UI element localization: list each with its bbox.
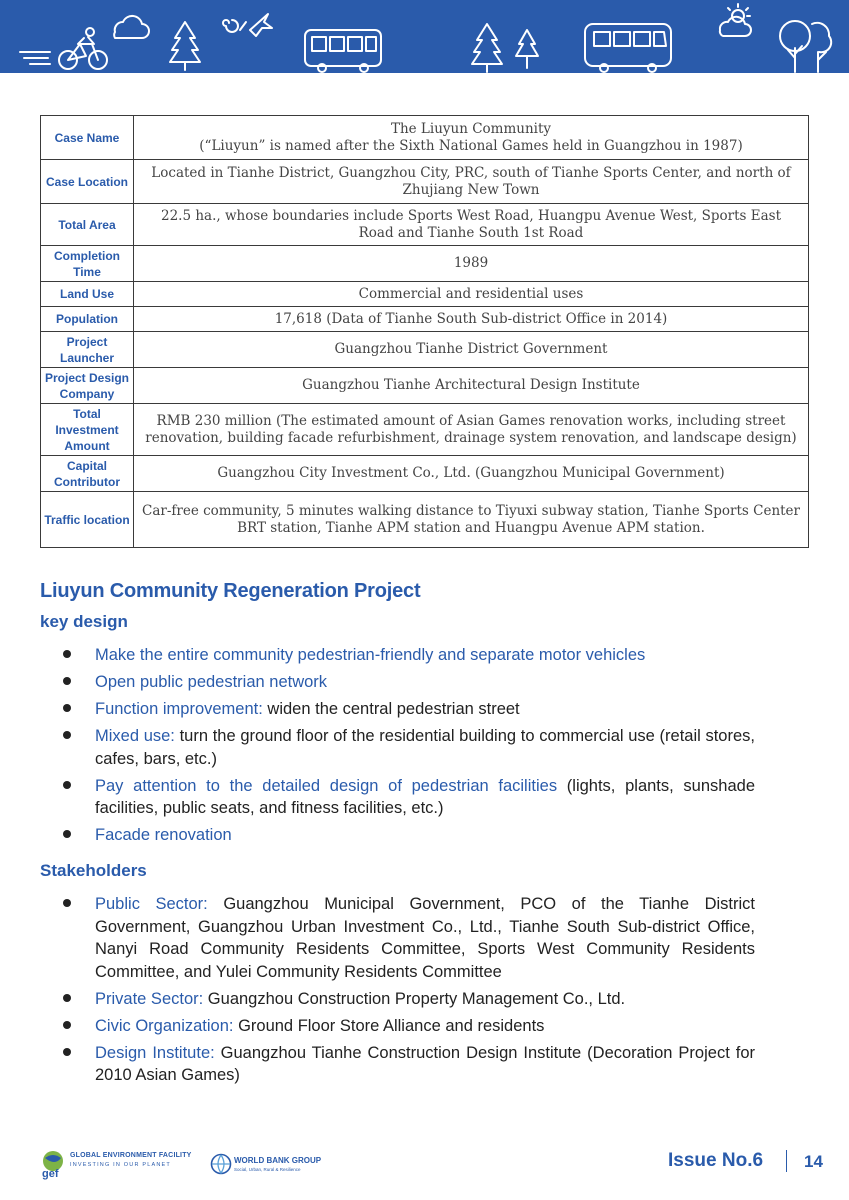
stakeholders-list: [63, 893, 755, 1091]
row-value: 17,618 (Data of Tianhe South Sub-district Office in 2014): [134, 307, 809, 332]
world-bank-name: WORLD BANK GROUP: [234, 1156, 322, 1165]
bullet-icon: [63, 1048, 71, 1056]
row-label: Project Launcher: [41, 332, 134, 368]
table-row: [41, 160, 809, 204]
case-name-line-1: The Liuyun Community: [390, 120, 552, 137]
issue-label: Issue No.6: [668, 1150, 764, 1171]
list-item: [63, 775, 755, 820]
case-info-table: [40, 115, 809, 548]
item-text: Guangzhou Construction Property Management Co., Ltd.: [203, 989, 626, 1008]
row-label: Traffic location: [41, 492, 134, 548]
tree-icon: [472, 24, 502, 72]
row-value: Commercial and residential uses: [134, 282, 809, 307]
world-bank-logo: [210, 1150, 350, 1180]
row-value: Guangzhou Tianhe Architectural Design Institute: [134, 368, 809, 404]
key-design-list: [63, 644, 755, 851]
bullet-icon: [63, 994, 71, 1002]
item-text: (lights, plants, sunshade facilities, public seats, and fitness facilities, etc.): [95, 776, 755, 817]
item-highlight: Facade renovation: [95, 826, 232, 844]
table-row: [41, 116, 809, 160]
row-label: Project Design Company: [41, 368, 134, 404]
bullet-icon: [63, 704, 71, 712]
row-label: Total Area: [41, 204, 134, 246]
list-item: [63, 644, 755, 667]
table-row: [41, 332, 809, 368]
row-value: [134, 116, 809, 160]
row-value: Located in Tianhe District, Guangzhou City, PRC, south of Tianhe Sports Center, and north of Zhujiang New Town: [134, 160, 809, 204]
case-name-line-2: (“Liuyun” is named after the Sixth National Games held in Guangzhou in 1987): [199, 137, 743, 154]
item-highlight: Public Sector:: [95, 895, 208, 913]
table-row: [41, 204, 809, 246]
item-highlight: Civic Organization:: [95, 1016, 234, 1035]
airplane-icon: [250, 14, 272, 36]
item-highlight: Private Sector:: [95, 989, 204, 1008]
row-label: Total Investment Amount: [41, 404, 134, 456]
item-highlight: Open public pedestrian network: [95, 673, 328, 691]
bullet-icon: [63, 830, 71, 838]
item-highlight: Function improvement:: [95, 700, 263, 718]
item-highlight: Make the entire community pedestrian-friendly and separate motor vehicles: [95, 646, 646, 664]
list-item: [63, 988, 755, 1011]
bullet-icon: [63, 899, 71, 907]
table-row: [41, 404, 809, 456]
stakeholders-heading: Stakeholders: [40, 861, 147, 880]
list-item: [63, 893, 755, 983]
row-value: Guangzhou Tianhe District Government: [134, 332, 809, 368]
item-text: Ground Floor Store Alliance and residents: [233, 1016, 545, 1035]
row-value: 1989: [134, 246, 809, 282]
table-row: [41, 282, 809, 307]
bus-icon: [585, 24, 671, 72]
cloud-icon: [114, 16, 149, 38]
gef-logo: [40, 1148, 200, 1182]
row-label: Population: [41, 307, 134, 332]
item-text: widen the central pedestrian street: [262, 700, 520, 718]
row-value: 22.5 ha., whose boundaries include Sports West Road, Huangpu Avenue West, Sports East Road and Tianhe South 1st Road: [134, 204, 809, 246]
world-bank-tagline: Social, Urban, Rural & Resilience: [234, 1167, 301, 1172]
item-text: turn the ground floor of the residential building to commercial use (retail stores, cafes, bars, etc.): [95, 727, 755, 768]
spiral-icon: [223, 20, 246, 32]
item-text: Guangzhou Municipal Government, PCO of the Tianhe District Government, Guangzhou Urban Investment Co., Ltd., Tianhe South Sub-district Office, Nanyi Road Community Residents Committee, Sports West Community Residents Committee, and Yulei Community Residents Committee: [95, 895, 755, 981]
table-row: [41, 492, 809, 548]
table-row: [41, 307, 809, 332]
key-design-heading: key design: [40, 612, 128, 631]
table-row: [41, 456, 809, 492]
list-item: [63, 725, 755, 770]
row-value: Car-free community, 5 minutes walking distance to Tiyuxi subway station, Tianhe Sports Center BRT station, Tianhe APM station and Huangpu Avenue APM station.: [134, 492, 809, 548]
bullet-icon: [63, 1021, 71, 1029]
list-item: [63, 824, 755, 847]
gef-name: GLOBAL ENVIRONMENT FACILITY: [70, 1152, 192, 1159]
row-label: Case Location: [41, 160, 134, 204]
row-label: Capital Contributor: [41, 456, 134, 492]
list-item: [63, 1042, 755, 1087]
item-highlight: Design Institute:: [95, 1043, 215, 1062]
table-row: [41, 246, 809, 282]
bus-icon: [305, 30, 381, 72]
tree-icon: [170, 22, 200, 70]
row-value: RMB 230 million (The estimated amount of Asian Games renovation works, including street renovation, building facade refurbishment, drainage system renovation, and landscape design): [134, 404, 809, 456]
bullet-icon: [63, 781, 71, 789]
item-text: Guangzhou Tianhe Construction Design Institute (Decoration Project for 2010 Asian Games): [95, 1043, 756, 1084]
tree-icon: [780, 21, 831, 72]
list-item: [63, 698, 755, 721]
list-item: [63, 1015, 755, 1038]
item-highlight: Mixed use:: [95, 727, 175, 745]
row-value: Guangzhou City Investment Co., Ltd. (Guangzhou Municipal Government): [134, 456, 809, 492]
sun-cloud-icon: [720, 4, 751, 36]
item-highlight: Pay attention to the detailed design of pedestrian facilities: [95, 776, 558, 795]
globe-icon: [210, 1153, 232, 1175]
row-label: Completion Time: [41, 246, 134, 282]
page-number: 14: [804, 1152, 823, 1171]
section-title: Liuyun Community Regeneration Project: [40, 580, 421, 602]
gef-mark: gef: [42, 1168, 59, 1180]
bullet-icon: [63, 650, 71, 658]
header-banner: [0, 0, 849, 73]
table-row: [41, 368, 809, 404]
bullet-icon: [63, 677, 71, 685]
row-label: Case Name: [41, 116, 134, 160]
tree-icon: [516, 30, 538, 68]
cyclist-icon: [20, 28, 107, 69]
bullet-icon: [63, 731, 71, 739]
gef-tagline: INVESTING IN OUR PLANET: [70, 1162, 171, 1168]
footer-divider: [786, 1150, 787, 1172]
row-label: Land Use: [41, 282, 134, 307]
list-item: [63, 671, 755, 694]
